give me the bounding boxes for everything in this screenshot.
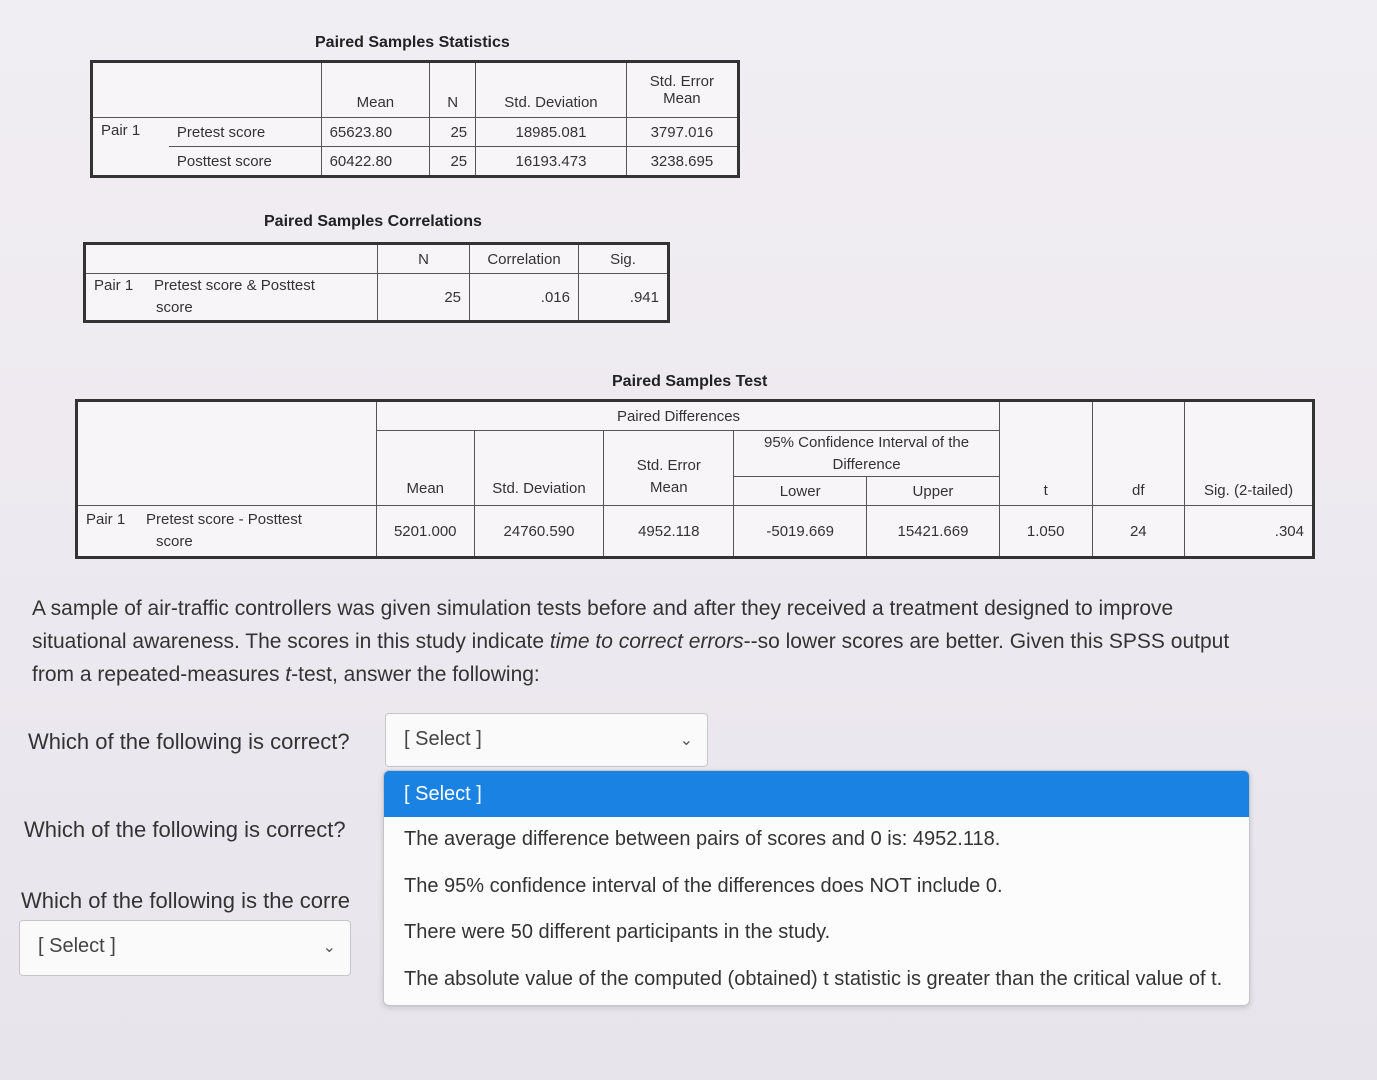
- test-header-sd: Std. Deviation: [474, 431, 604, 506]
- question-3-label: Which of the following is the corre: [21, 888, 350, 913]
- test-row-sig: .304: [1185, 506, 1314, 558]
- question-2-label: Which of the following is correct?: [24, 817, 346, 842]
- stats-row-mean: 60422.80: [321, 147, 430, 177]
- dropdown-option[interactable]: There were 50 different participants in the study.: [404, 921, 831, 943]
- table-row: [92, 118, 739, 147]
- stats-row-se: 3238.695: [626, 147, 738, 177]
- stats-row-n: 25: [430, 118, 476, 147]
- question-3-selected-value: [ Select ]: [38, 935, 116, 957]
- stats-row-label: Posttest score: [169, 147, 321, 177]
- stats-row-sd: 16193.473: [476, 147, 627, 177]
- corr-header-correlation: Correlation: [470, 244, 579, 274]
- stats-row-sd: 18985.081: [476, 118, 627, 147]
- corr-row-n: 25: [378, 274, 470, 322]
- stats-header-mean: Mean: [321, 62, 430, 118]
- corr-header-n: N: [378, 244, 470, 274]
- paired-test-table: [75, 399, 1315, 559]
- test-title: Paired Samples Test: [612, 373, 768, 390]
- test-header-ci: 95% Confidence Interval of the Difference: [734, 431, 1000, 477]
- test-header-mean: Mean: [376, 431, 474, 506]
- test-row-sd: 24760.590: [474, 506, 604, 558]
- test-header-lower: Lower: [734, 477, 867, 506]
- question-1-selected-value: [ Select ]: [404, 728, 482, 750]
- test-header-sig: Sig. (2-tailed): [1185, 477, 1314, 506]
- test-row-upper: 15421.669: [867, 506, 1000, 558]
- corr-header-sig: Sig.: [579, 244, 669, 274]
- test-header-se: Std. Error Mean: [604, 431, 734, 506]
- corr-row-sig: .941: [579, 274, 669, 322]
- question-3-select[interactable]: [19, 920, 351, 976]
- test-row-df: 24: [1092, 506, 1185, 558]
- paired-corr-table: [83, 242, 670, 323]
- answer-dropdown-menu: [383, 770, 1250, 1006]
- corr-row-correlation: .016: [470, 274, 579, 322]
- table-row: [85, 274, 669, 322]
- corr-row-label: Pair 1 Pretest score & Posttest score: [85, 274, 378, 322]
- stats-title: Paired Samples Statistics: [315, 34, 510, 51]
- test-header-df: df: [1092, 477, 1185, 506]
- stats-row-se: 3797.016: [626, 118, 738, 147]
- test-row-mean: 5201.000: [376, 506, 474, 558]
- table-row: [77, 506, 1314, 558]
- dropdown-option[interactable]: The absolute value of the computed (obtained) t statistic is greater than the critical value of t.: [404, 968, 1223, 990]
- stats-pair-label: Pair 1: [92, 118, 169, 177]
- question-1-label: Which of the following is correct?: [28, 729, 350, 754]
- question-1-select[interactable]: [385, 713, 708, 767]
- stats-header-n: N: [430, 62, 476, 118]
- test-row-lower: -5019.669: [734, 506, 867, 558]
- table-row: [92, 147, 739, 177]
- test-header-upper: Upper: [867, 477, 1000, 506]
- question-prompt: A sample of air-traffic controllers was given simulation tests before and after they received a treatment designed to improve situational awareness. The scores in this study indicate time to correct errors--so lower scores are better. Given this SPSS output from a repeated-measures t-test, answer the following:: [32, 597, 1230, 686]
- corr-title: Paired Samples Correlations: [264, 213, 482, 230]
- stats-row-label: Pretest score: [169, 118, 321, 147]
- chevron-down-icon: ⌄: [322, 939, 336, 956]
- stats-header-se: Std. Error Mean: [626, 62, 738, 118]
- dropdown-option[interactable]: The 95% confidence interval of the differences does NOT include 0.: [404, 875, 1003, 897]
- test-row-t: 1.050: [999, 506, 1092, 558]
- test-header-t: t: [999, 477, 1092, 506]
- test-header-paired-diff: Paired Differences: [376, 401, 999, 431]
- test-row-se: 4952.118: [604, 506, 734, 558]
- test-row-label: Pair 1 Pretest score - Posttest score: [77, 506, 377, 558]
- stats-row-n: 25: [430, 147, 476, 177]
- chevron-down-icon: ⌄: [679, 732, 693, 749]
- stats-header-sd: Std. Deviation: [476, 62, 627, 118]
- dropdown-option[interactable]: The average difference between pairs of scores and 0 is: 4952.118.: [404, 828, 1001, 850]
- dropdown-option[interactable]: [ Select ]: [384, 771, 1249, 817]
- paired-stats-table: [90, 60, 740, 178]
- stats-row-mean: 65623.80: [321, 118, 430, 147]
